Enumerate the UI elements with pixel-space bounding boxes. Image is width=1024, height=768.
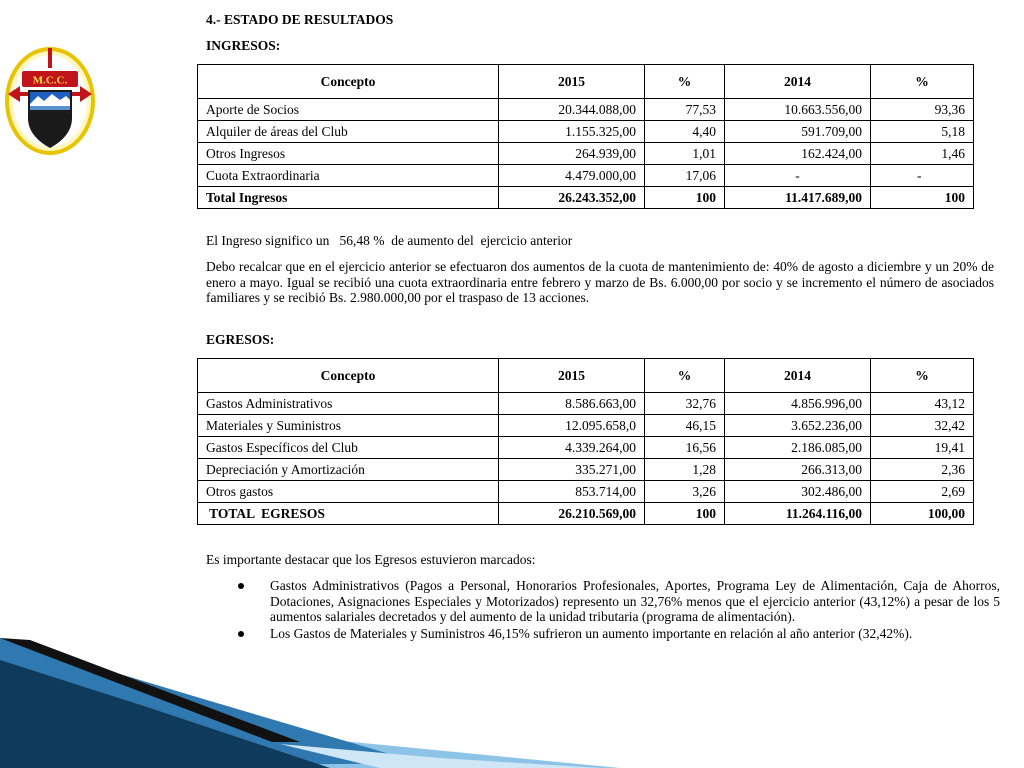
- column-header: 2015: [499, 359, 645, 393]
- concept-cell: Otros gastos: [198, 481, 499, 503]
- value-cell: 12.095.658,0: [499, 415, 645, 437]
- egresos-heading: EGRESOS:: [206, 332, 275, 347]
- table-header-row: [198, 359, 974, 393]
- value-cell: 3.652.236,00: [725, 415, 871, 437]
- table-row: [198, 165, 974, 187]
- column-header: 2014: [725, 359, 871, 393]
- percent-cell: 1,01: [645, 143, 725, 165]
- total-value: 11.264.116,00: [725, 503, 871, 525]
- value-cell: 853.714,00: [499, 481, 645, 503]
- percent-cell: 32,42: [871, 415, 974, 437]
- percent-cell: 5,18: [871, 121, 974, 143]
- concept-cell: Gastos Administrativos: [198, 393, 499, 415]
- percent-cell: 1,28: [645, 459, 725, 481]
- percent-cell: 2,36: [871, 459, 974, 481]
- percent-cell: 1,46: [871, 143, 974, 165]
- logo-text: M.C.C.: [32, 74, 68, 87]
- table-row: [198, 121, 974, 143]
- column-header: Concepto: [198, 359, 499, 393]
- table-row: [198, 459, 974, 481]
- value-cell: 335.271,00: [499, 459, 645, 481]
- column-header: %: [871, 359, 974, 393]
- value-cell: 4.856.996,00: [725, 393, 871, 415]
- ingresos-heading: INGRESOS:: [206, 38, 281, 53]
- total-label: Total Ingresos: [198, 187, 499, 209]
- value-cell: 266.313,00: [725, 459, 871, 481]
- bullet-list: [232, 578, 1000, 642]
- total-percent: 100: [645, 187, 725, 209]
- ingreso-paragraph: Debo recalcar que en el ejercicio anterior se efectuaron dos aumentos de la cuota de mantenimiento de: 40% de agosto a diciembre y un 20% de enero a mayo. Igual se recibió una cuota extraordinaria entre febrero y marzo de Bs. 6.000,00 por socio y se incremento el número de asociados familiares y se recibió Bs. 2.980.000,00 por el traspaso de 13 acciones.: [206, 259, 994, 305]
- value-cell: 302.486,00: [725, 481, 871, 503]
- concept-cell: Gastos Específicos del Club: [198, 437, 499, 459]
- column-header: Concepto: [198, 65, 499, 99]
- list-item-text: Gastos Administrativos (Pagos a Personal, Honorarios Profesionales, Aportes, Programa Ley de Alimentación, Caja de Ahorros, Dotaciones, Asignaciones Especiales y Motorizados) represento un 32,76% menos que el ejercicio anterior (43,12%) a pesar de los 5 aumentos salariales decretados y del aumento de la unidad tributaria (programa de alimentación).: [270, 578, 1000, 624]
- decorative-swoosh: [0, 638, 620, 768]
- percent-cell: 93,36: [871, 99, 974, 121]
- concept-cell: Materiales y Suministros: [198, 415, 499, 437]
- percent-cell: 32,76: [645, 393, 725, 415]
- column-header: 2014: [725, 65, 871, 99]
- value-cell: 20.344.088,00: [499, 99, 645, 121]
- value-cell: 4.339.264,00: [499, 437, 645, 459]
- bullet-icon: [238, 583, 244, 589]
- concept-cell: Depreciación y Amortización: [198, 459, 499, 481]
- table-row: [198, 437, 974, 459]
- egresos-table: [197, 358, 974, 525]
- total-percent: 100: [871, 187, 974, 209]
- value-cell: 162.424,00: [725, 143, 871, 165]
- percent-cell: 17,06: [645, 165, 725, 187]
- percent-cell: 2,69: [871, 481, 974, 503]
- total-percent: 100,00: [871, 503, 974, 525]
- value-cell: 4.479.000,00: [499, 165, 645, 187]
- list-item: [232, 578, 1000, 625]
- percent-cell: 46,15: [645, 415, 725, 437]
- value-cell: -: [725, 165, 871, 187]
- table-total-row: [198, 503, 974, 525]
- value-cell: 8.586.663,00: [499, 393, 645, 415]
- column-header: %: [645, 65, 725, 99]
- column-header: %: [645, 359, 725, 393]
- concept-cell: Aporte de Socios: [198, 99, 499, 121]
- list-item-text: Los Gastos de Materiales y Suministros 46,15% sufrieron un aumento importante en relación al año anterior (32,42%).: [270, 625, 913, 641]
- bullet-icon: [238, 631, 244, 637]
- percent-cell: 16,56: [645, 437, 725, 459]
- value-cell: 10.663.556,00: [725, 99, 871, 121]
- value-cell: 591.709,00: [725, 121, 871, 143]
- table-row: [198, 415, 974, 437]
- egresos-intro: Es importante destacar que los Egresos estuvieron marcados:: [206, 552, 536, 567]
- total-value: 11.417.689,00: [725, 187, 871, 209]
- table-row: [198, 393, 974, 415]
- value-cell: 2.186.085,00: [725, 437, 871, 459]
- percent-cell: -: [871, 165, 974, 187]
- table-total-row: [198, 187, 974, 209]
- column-header: 2015: [499, 65, 645, 99]
- ingresos-table: [197, 64, 974, 209]
- percent-cell: 3,26: [645, 481, 725, 503]
- value-cell: 1.155.325,00: [499, 121, 645, 143]
- table-row: [198, 99, 974, 121]
- concept-cell: Alquiler de áreas del Club: [198, 121, 499, 143]
- ingreso-note: El Ingreso significo un 56,48 % de aumento del ejercicio anterior: [206, 233, 573, 248]
- total-percent: 100: [645, 503, 725, 525]
- total-value: 26.210.569,00: [499, 503, 645, 525]
- percent-cell: 19,41: [871, 437, 974, 459]
- total-value: 26.243.352,00: [499, 187, 645, 209]
- concept-cell: Cuota Extraordinaria: [198, 165, 499, 187]
- table-row: [198, 481, 974, 503]
- table-row: [198, 143, 974, 165]
- column-header: %: [871, 65, 974, 99]
- total-label: TOTAL EGRESOS: [198, 503, 499, 525]
- concept-cell: Otros Ingresos: [198, 143, 499, 165]
- table-header-row: [198, 65, 974, 99]
- percent-cell: 77,53: [645, 99, 725, 121]
- section-title: 4.- ESTADO DE RESULTADOS: [206, 12, 394, 27]
- value-cell: 264.939,00: [499, 143, 645, 165]
- club-logo: [2, 44, 98, 158]
- percent-cell: 4,40: [645, 121, 725, 143]
- percent-cell: 43,12: [871, 393, 974, 415]
